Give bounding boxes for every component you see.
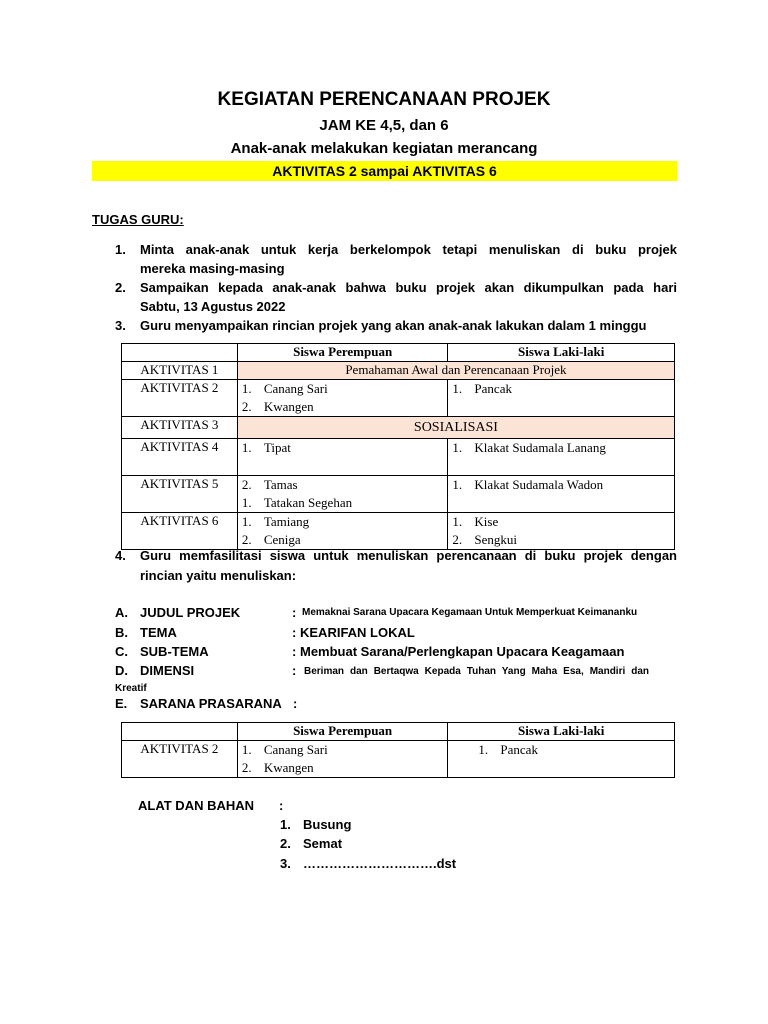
meta-colon: : [292, 644, 297, 659]
item-text: Kwangen [263, 399, 314, 414]
meta-label-dimensi: DIMENSI [140, 663, 195, 678]
activity-table [121, 343, 675, 550]
item-number: 2. [452, 532, 463, 547]
item-number: 1. [452, 514, 463, 529]
activity-label: AKTIVITAS 2 [122, 380, 238, 417]
item-number: 1. [241, 514, 252, 529]
meta-letter: E. [115, 696, 128, 711]
item-text: Tatakan Segehan [263, 495, 353, 510]
item-text: Klakat Sudamala Lanang [474, 440, 606, 455]
table-row [122, 417, 675, 439]
table-header-empty [122, 723, 238, 741]
list-number: 3. [115, 318, 126, 333]
alat-item: ………………………….dst [303, 856, 457, 871]
item-text: Canang Sari [263, 742, 328, 757]
meta-letter: B. [115, 625, 128, 640]
merged-activity-cell: SOSIALISASI [237, 417, 674, 439]
table-row [122, 362, 675, 380]
item-text: Pancak [500, 742, 538, 757]
item-number: 2. [241, 477, 252, 492]
table-header-perempuan: Siswa Perempuan [237, 344, 448, 362]
list-number: 3. [280, 856, 291, 871]
table-header-laki: Siswa Laki-laki [448, 344, 675, 362]
alat-bahan-colon: : [279, 798, 284, 813]
document-title: KEGIATAN PERENCANAAN PROJEK [217, 89, 551, 110]
item-text: Tamas [263, 477, 298, 492]
table-header-empty [122, 344, 238, 362]
item-text: Pancak [474, 381, 512, 396]
item-text: Sengkui [474, 532, 518, 547]
laki-cell [448, 380, 675, 417]
alat-item: Busung [303, 817, 352, 832]
list-item-text: Guru memfasilitasi siswa untuk menuliskan perencanaan di buku projek dengan [140, 548, 677, 563]
perempuan-cell [237, 380, 448, 417]
item-number: 1. [241, 381, 252, 396]
table-header-laki: Siswa Laki-laki [448, 723, 675, 741]
meta-label-subtema: SUB-TEMA [140, 644, 209, 659]
list-number: 2. [115, 280, 126, 295]
item-number: 1. [241, 742, 252, 757]
list-item-text-cont: mereka masing-masing [140, 261, 285, 276]
meta-value-tema: KEARIFAN LOKAL [300, 625, 415, 640]
meta-letter: D. [115, 663, 128, 678]
table-header-row [122, 723, 675, 741]
item-number: 2. [241, 532, 252, 547]
section-heading-tugas-guru: TUGAS GURU: [92, 212, 184, 227]
laki-cell [448, 513, 675, 550]
activity-label: AKTIVITAS 6 [122, 513, 238, 550]
item-text: Kise [474, 514, 499, 529]
activity-range-highlight: AKTIVITAS 2 sampai AKTIVITAS 6 [92, 161, 677, 181]
meta-label-judul: JUDUL PROJEK [140, 605, 241, 620]
list-item-text: Sampaikan kepada anak-anak bahwa buku projek akan dikumpulkan pada hari [140, 280, 677, 295]
alat-item: Semat [303, 836, 343, 851]
activity-label: AKTIVITAS 2 [122, 741, 238, 778]
table-header-row [122, 344, 675, 362]
laki-cell [448, 439, 675, 476]
meta-value-dimensi-cont: Kreatif [115, 683, 147, 694]
perempuan-cell [237, 439, 448, 476]
table-row [122, 439, 675, 476]
table-row [122, 380, 675, 417]
laki-cell [448, 741, 675, 778]
list-item-text: Minta anak-anak untuk kerja berkelompok tetapi menuliskan di buku projek [140, 242, 677, 257]
item-text: Klakat Sudamala Wadon [474, 477, 604, 492]
item-number: 1. [241, 440, 252, 455]
list-number: 1. [280, 817, 291, 832]
meta-letter: C. [115, 644, 128, 659]
table-row [122, 741, 675, 778]
session-hours: JAM KE 4,5, dan 6 [319, 117, 449, 134]
item-text: Tamiang [263, 514, 310, 529]
activity-label: AKTIVITAS 5 [122, 476, 238, 513]
item-text: Kwangen [263, 760, 314, 775]
merged-activity-cell: Pemahaman Awal dan Perencanaan Projek [237, 362, 674, 380]
item-number: 1. [478, 742, 489, 757]
meta-letter: A. [115, 605, 128, 620]
item-text: Ceniga [263, 532, 301, 547]
activity-label: AKTIVITAS 3 [122, 417, 238, 439]
meta-value-judul: Memaknai Sarana Upacara Kegamaan Untuk Memperkuat Keimananku [302, 607, 638, 618]
meta-label-tema: TEMA [140, 625, 177, 640]
list-number: 4. [115, 548, 126, 563]
perempuan-cell [237, 741, 448, 778]
activity-subtitle: Anak-anak melakukan kegiatan merancang [230, 140, 538, 157]
meta-colon: : [292, 605, 297, 620]
table-header-perempuan: Siswa Perempuan [237, 723, 448, 741]
table-row [122, 513, 675, 550]
activity-label: AKTIVITAS 4 [122, 439, 238, 476]
item-number: 1. [241, 495, 252, 510]
item-number: 2. [241, 760, 252, 775]
perempuan-cell [237, 476, 448, 513]
sarana-table [121, 722, 675, 778]
meta-value-dimensi: Beriman dan Bertaqwa Kepada Tuhan Yang Maha Esa, Mandiri dan [304, 666, 649, 677]
item-text: Tipat [263, 440, 291, 455]
meta-value-subtema: Membuat Sarana/Perlengkapan Upacara Keagamaan [300, 644, 625, 659]
meta-colon: : [292, 625, 297, 640]
laki-cell [448, 476, 675, 513]
item-number: 1. [452, 440, 463, 455]
list-item-text: Guru menyampaikan rincian projek yang akan anak-anak lakukan dalam 1 minggu [140, 318, 647, 333]
activity-label: AKTIVITAS 1 [122, 362, 238, 380]
item-number: 2. [241, 399, 252, 414]
list-item-text-cont: Sabtu, 13 Agustus 2022 [140, 299, 286, 314]
list-number: 1. [115, 242, 126, 257]
meta-label-sarana: SARANA PRASARANA [140, 696, 282, 711]
item-number: 1. [452, 477, 463, 492]
item-text: Canang Sari [263, 381, 328, 396]
perempuan-cell [237, 513, 448, 550]
item-number: 1. [452, 381, 463, 396]
table-row [122, 476, 675, 513]
alat-bahan-label: ALAT DAN BAHAN [138, 798, 255, 813]
meta-colon: : [293, 696, 298, 711]
list-number: 2. [280, 836, 291, 851]
list-item-text-cont: rincian yaitu menuliskan: [140, 568, 297, 583]
meta-colon: : [292, 663, 297, 678]
